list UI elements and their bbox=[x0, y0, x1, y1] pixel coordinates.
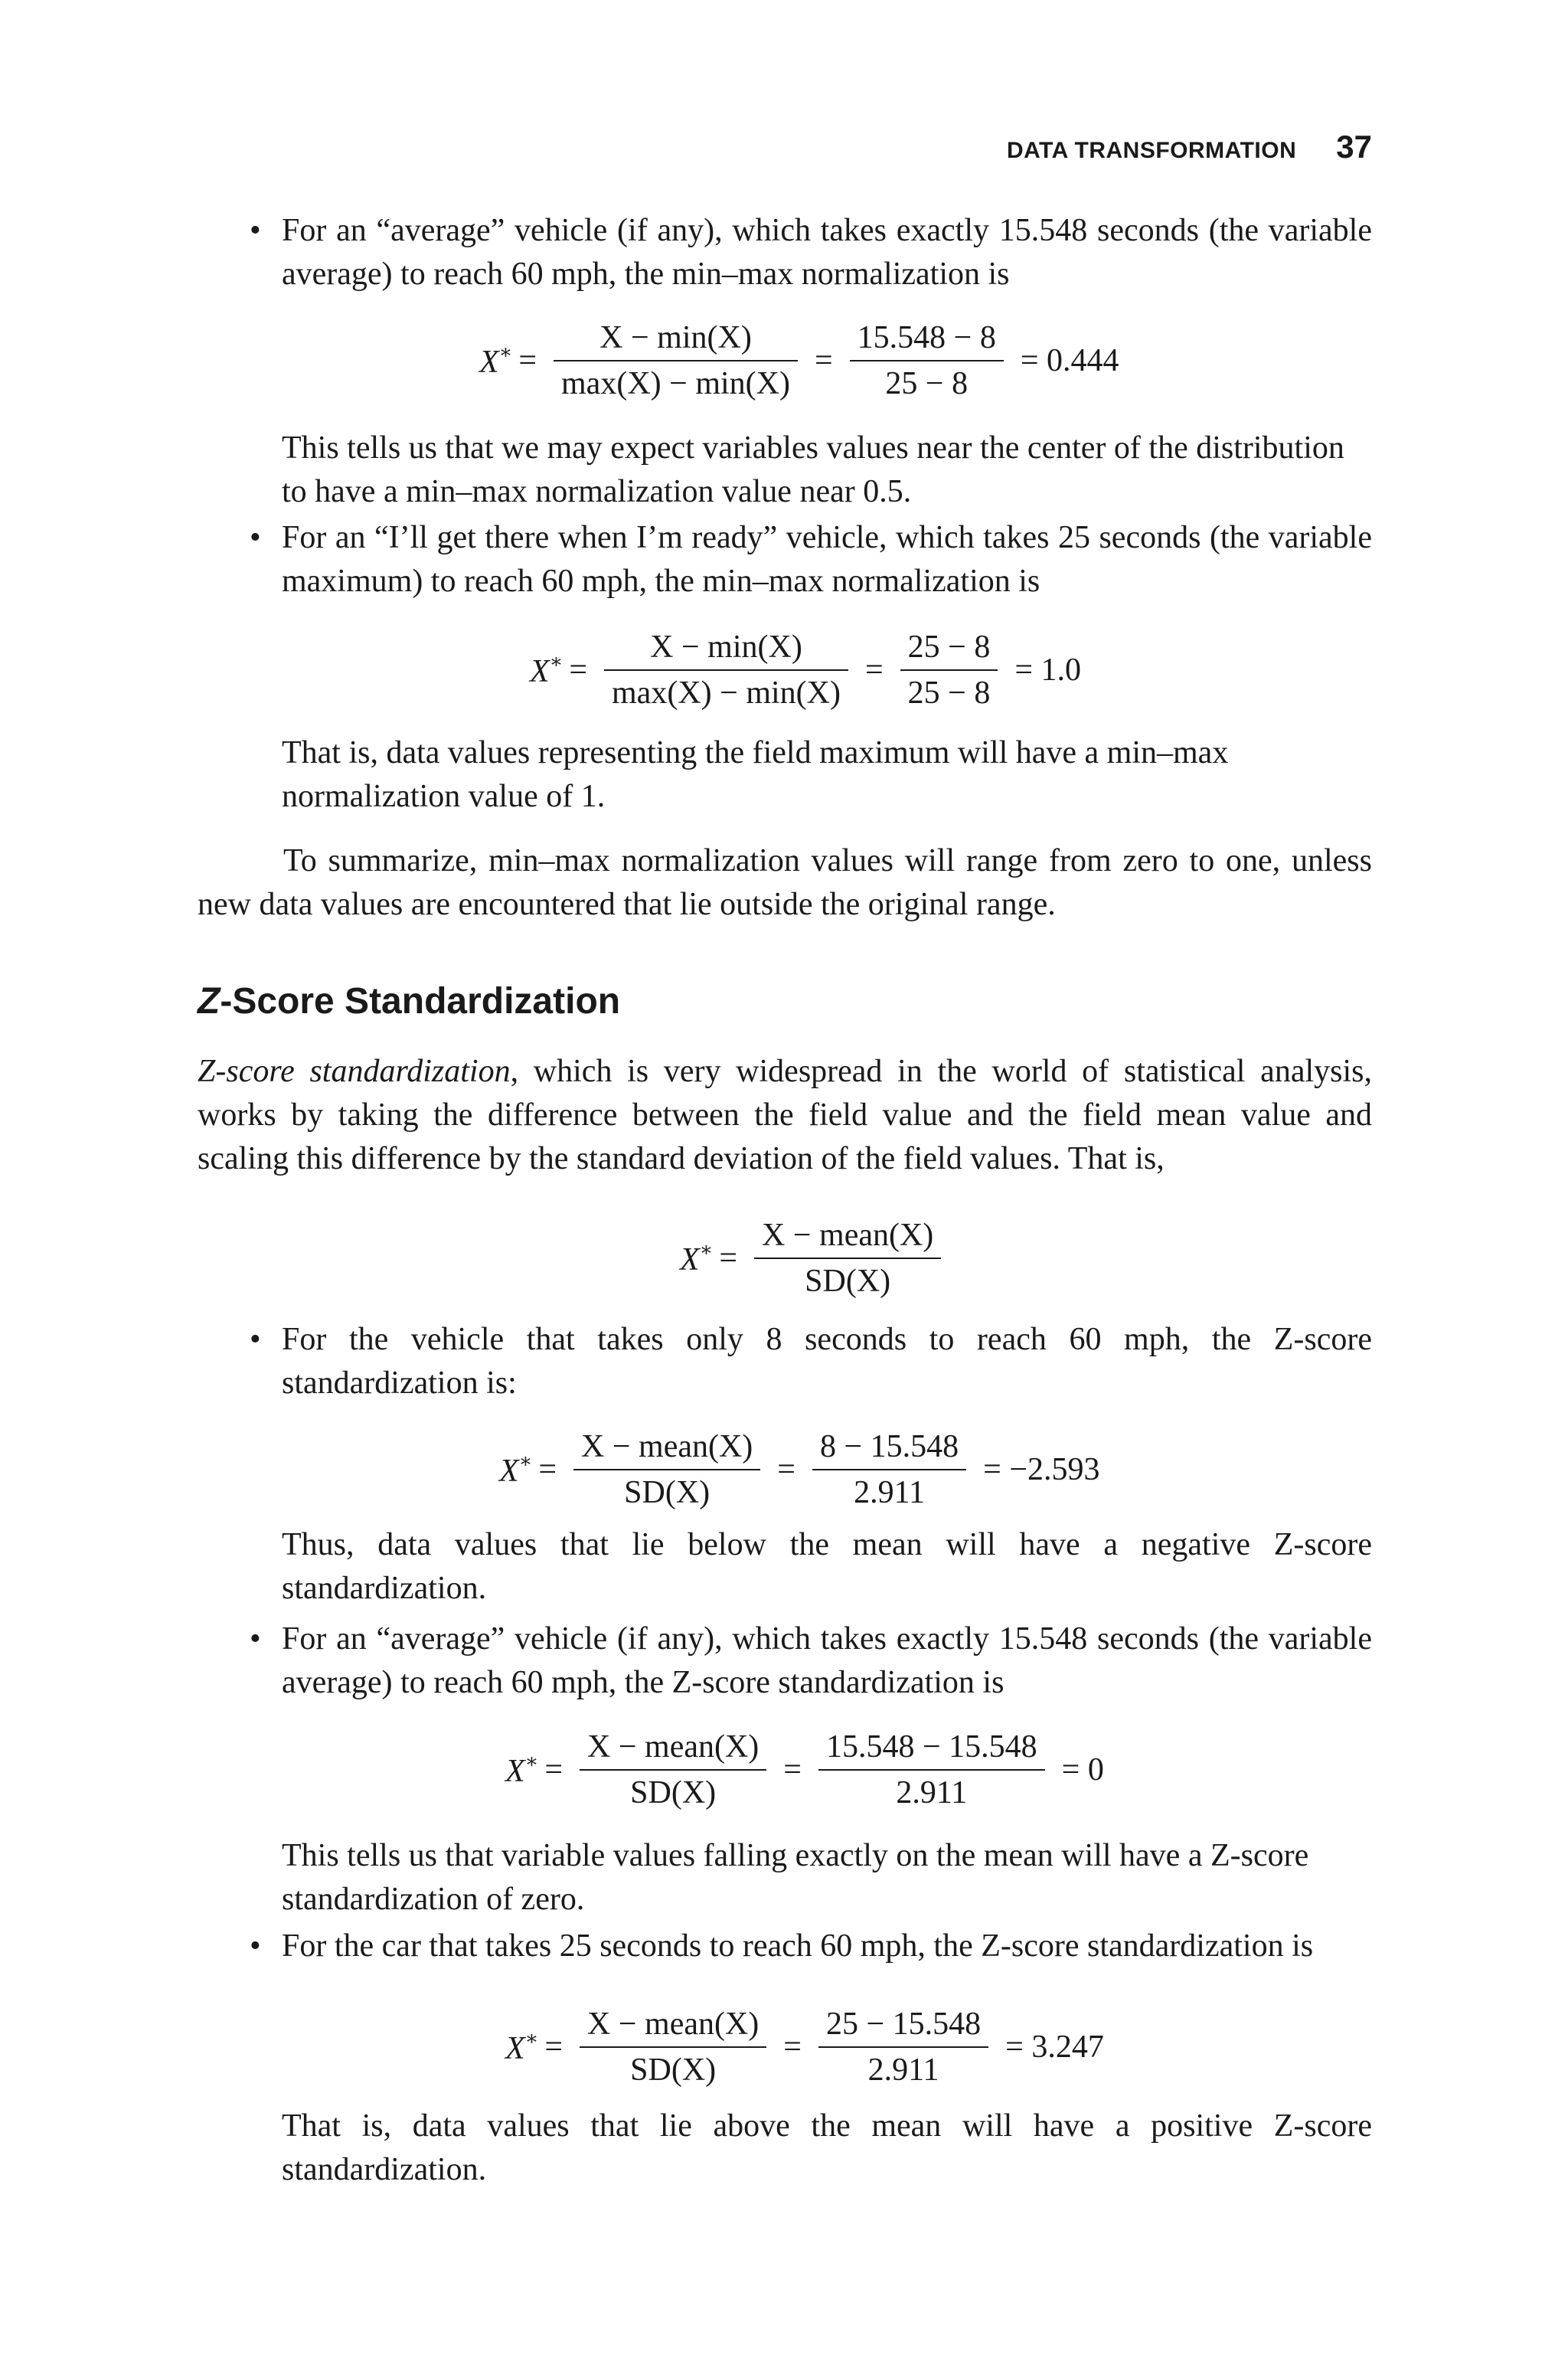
eq3-num2: 8 − 15.548 bbox=[819, 1429, 959, 1464]
eq2-den2: 25 − 8 bbox=[907, 675, 991, 711]
equation-5 bbox=[502, 2002, 1107, 2092]
bullet-1-after: This tells us that we may expect variables values near the center of the distribution to have a min–max normalization value near 0.5. bbox=[282, 430, 1344, 509]
eq3-equals: = bbox=[538, 1452, 557, 1487]
intro-rest: , which is very widespread in the world of statistical analysis, works by taking the difference between the field value and the field mean value and scaling this difference by the standard deviation of the field values. That is, bbox=[198, 1054, 1372, 1176]
eq2-star: ∗ bbox=[549, 650, 564, 672]
eq4-num2: 15.548 − 15.548 bbox=[825, 1729, 1037, 1765]
bullet-1-text: For an “average” vehicle (if any), which takes exactly 15.548 seconds (the variable average) to reach 60 mph, the min–max normalization is bbox=[282, 213, 1372, 292]
eq1-star: ∗ bbox=[498, 341, 513, 363]
main-eq-num: X − mean(X) bbox=[762, 1218, 934, 1253]
bullet-marker: • bbox=[250, 213, 261, 248]
eq5-fraction-2 bbox=[818, 2002, 988, 2092]
eq2-fraction-1 bbox=[604, 625, 848, 715]
eq1-den1: max(X) − min(X) bbox=[561, 366, 790, 401]
eq1-fraction-2 bbox=[850, 316, 1004, 406]
eq4-den2: 2.911 bbox=[896, 1775, 968, 1810]
eq5-equals-2: = bbox=[783, 2029, 802, 2065]
main-eq-star: ∗ bbox=[699, 1238, 714, 1261]
eq5-den1: SD(X) bbox=[630, 2052, 717, 2088]
eq5-star: ∗ bbox=[524, 2027, 539, 2049]
bullet-marker: • bbox=[250, 1322, 261, 1357]
eq3-equals-2: = bbox=[777, 1452, 795, 1487]
bullet-4-text: For an “average” vehicle (if any), which takes exactly 15.548 seconds (the variable average) to reach 60 mph, the Z-score standardization is bbox=[282, 1621, 1372, 1700]
page-number: 37 bbox=[1336, 129, 1372, 165]
equation-4 bbox=[502, 1725, 1107, 1815]
eq1-lhs: X bbox=[479, 345, 499, 380]
running-header bbox=[1007, 129, 1372, 165]
bullet-2-after: That is, data values representing the field maximum will have a min–max normalization value of 1. bbox=[282, 735, 1229, 814]
bullet-5-after: That is, data values that lie above the mean will have a positive Z-score standardization. bbox=[282, 2108, 1372, 2187]
eq1-equals: = bbox=[518, 343, 537, 378]
eq5-num1: X − mean(X) bbox=[587, 2007, 760, 2042]
intro-paragraph bbox=[198, 1050, 1372, 1181]
eq2-equals: = bbox=[569, 653, 588, 688]
eq5-fraction-1 bbox=[580, 2002, 766, 2092]
eq3-num1: X − mean(X) bbox=[581, 1429, 753, 1464]
bullet-5-text: For the car that takes 25 seconds to reach 60 mph, the Z-score standardization is bbox=[282, 1928, 1314, 1964]
eq3-den1: SD(X) bbox=[624, 1475, 710, 1510]
eq3-fraction-2 bbox=[812, 1424, 966, 1515]
eq4-equals: = bbox=[544, 1752, 564, 1787]
eq4-lhs: X bbox=[505, 1754, 525, 1789]
eq4-equals-2: = bbox=[783, 1752, 802, 1787]
section-heading bbox=[198, 980, 620, 1022]
eq4-den1: SD(X) bbox=[630, 1775, 717, 1810]
eq5-den2: 2.911 bbox=[867, 2052, 939, 2088]
eq4-num1: X − mean(X) bbox=[587, 1729, 760, 1765]
eq5-lhs: X bbox=[505, 2031, 525, 2066]
eq5-num2: 25 − 15.548 bbox=[825, 2007, 982, 2042]
main-eq-lhs: X bbox=[680, 1242, 700, 1277]
bullet-marker: • bbox=[250, 1928, 261, 1964]
eq2-fraction-2 bbox=[900, 625, 998, 715]
eq3-fraction-1 bbox=[573, 1424, 760, 1515]
eq1-num2: 15.548 − 8 bbox=[857, 320, 996, 355]
summary-paragraph: To summarize, min–max normalization values will range from zero to one, unless new data values are encountered that lie outside the original range. bbox=[198, 843, 1372, 922]
eq5-equals: = bbox=[544, 2029, 564, 2065]
main-eq-equals: = bbox=[719, 1241, 738, 1276]
eq1-num1: X − min(X) bbox=[599, 320, 752, 355]
eq3-lhs: X bbox=[499, 1454, 519, 1489]
eq1-den2: 25 − 8 bbox=[885, 366, 969, 401]
eq5-result: = 3.247 bbox=[1005, 2029, 1104, 2065]
eq4-result: = 0 bbox=[1061, 1752, 1104, 1787]
eq3-result: = −2.593 bbox=[983, 1452, 1100, 1487]
eq1-fraction-1 bbox=[554, 316, 798, 406]
main-equation bbox=[677, 1213, 955, 1303]
eq4-fraction-2 bbox=[818, 1725, 1045, 1815]
eq3-star: ∗ bbox=[518, 1450, 533, 1472]
equation-3 bbox=[496, 1424, 1103, 1515]
running-header-title: DATA TRANSFORMATION bbox=[1006, 138, 1297, 163]
main-eq-fraction bbox=[754, 1213, 941, 1303]
equation-1 bbox=[476, 316, 1122, 406]
eq2-result: = 1.0 bbox=[1014, 653, 1082, 688]
eq2-den1: max(X) − min(X) bbox=[612, 675, 841, 711]
intro-italic-lead: Z-score standardization bbox=[198, 1054, 511, 1089]
bullet-4-after: This tells us that variable values falling exactly on the mean will have a Z-score standardization of zero. bbox=[282, 1838, 1309, 1917]
eq2-num1: X − min(X) bbox=[650, 630, 802, 665]
eq2-num2: 25 − 8 bbox=[907, 630, 991, 665]
eq3-den2: 2.911 bbox=[854, 1475, 926, 1510]
eq1-result: = 0.444 bbox=[1020, 343, 1119, 378]
eq4-star: ∗ bbox=[524, 1750, 539, 1772]
bullet-3-text: For the vehicle that takes only 8 seconds to reach 60 mph, the Z-score standardization is: bbox=[282, 1322, 1372, 1401]
equation-2 bbox=[527, 625, 1084, 715]
bullet-marker: • bbox=[250, 520, 261, 555]
main-eq-den: SD(X) bbox=[805, 1264, 891, 1299]
section-heading-italic: Z bbox=[198, 981, 220, 1022]
eq2-lhs: X bbox=[530, 654, 550, 689]
section-heading-rest: -Score Standardization bbox=[220, 981, 621, 1022]
eq2-equals-2: = bbox=[864, 653, 884, 688]
bullet-3-after: Thus, data values that lie below the mean will have a negative Z-score standardization. bbox=[282, 1527, 1372, 1606]
eq4-fraction-1 bbox=[580, 1725, 766, 1815]
eq1-equals-2: = bbox=[814, 343, 833, 378]
bullet-marker: • bbox=[250, 1621, 261, 1657]
bullet-2-text: For an “I’ll get there when I’m ready” vehicle, which takes 25 seconds (the variable maximum) to reach 60 mph, the min–max normalization is bbox=[282, 520, 1372, 599]
